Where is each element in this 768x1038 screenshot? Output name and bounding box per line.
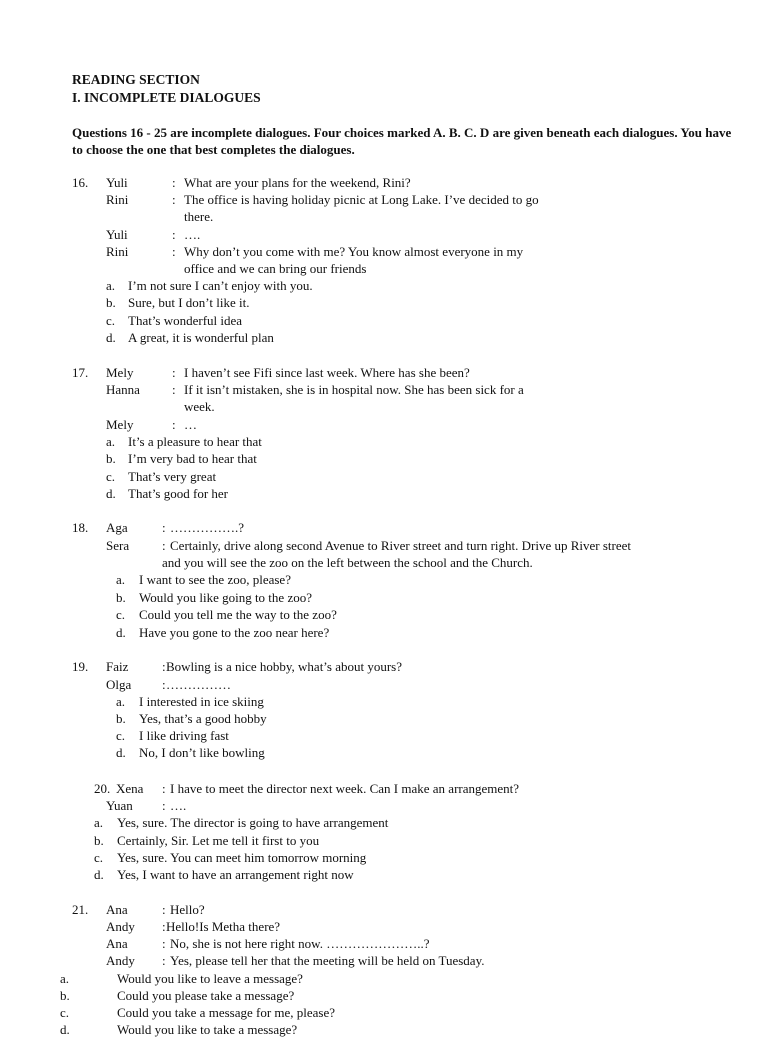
question-number: 21. xyxy=(72,902,89,917)
dialogue-text: Why don’t you come with me? You know almost everyone in my xyxy=(184,244,524,259)
colon: : xyxy=(172,192,176,207)
question-number: 17. xyxy=(72,365,89,380)
colon: : xyxy=(162,936,166,951)
dialogue-text: I haven’t see Fifi since last week. Where has she been? xyxy=(184,365,470,380)
colon: : xyxy=(172,175,176,190)
option-letter: c. xyxy=(116,607,126,622)
dialogue-text: …. xyxy=(170,798,187,813)
speaker: Rini xyxy=(106,192,129,207)
colon: : xyxy=(162,919,166,934)
question-number: 16. xyxy=(72,175,89,190)
option-text: Would you like to take a message? xyxy=(117,1022,298,1037)
option-letter: a. xyxy=(94,815,104,830)
dialogue-text: Hello? xyxy=(170,902,205,917)
option-text: Certainly, Sir. Let me tell it first to you xyxy=(117,833,320,848)
subsection-title: I. INCOMPLETE DIALOGUES xyxy=(72,90,261,105)
option-text: A great, it is wonderful plan xyxy=(128,330,274,345)
dialogue-text: Hello!Is Metha there? xyxy=(166,919,281,934)
speaker: Ana xyxy=(106,902,128,917)
option-letter: c. xyxy=(106,469,116,484)
option-text: That’s wonderful idea xyxy=(128,313,243,328)
option-letter: d. xyxy=(116,745,126,760)
colon: : xyxy=(162,677,166,692)
colon: : xyxy=(172,417,176,432)
option-text: Would you like going to the zoo? xyxy=(139,590,312,605)
colon: : xyxy=(162,953,166,968)
speaker: Andy xyxy=(106,953,135,968)
option-letter: d. xyxy=(60,1022,70,1037)
option-letter: b. xyxy=(106,295,116,310)
colon: : xyxy=(162,902,166,917)
colon: : xyxy=(162,520,166,535)
dialogue-text: …………… xyxy=(166,677,231,692)
option-letter: b. xyxy=(116,590,126,605)
speaker: Mely xyxy=(106,417,134,432)
instructions: Questions 16 - 25 are incomplete dialogues. Four choices marked A. B. C. D are given beneath each dialogues. You have to choose the one that best completes the dialogues. xyxy=(72,125,732,157)
option-letter: d. xyxy=(106,486,116,501)
dialogue-text: Bowling is a nice hobby, what’s about yours? xyxy=(166,659,403,674)
question-number: 18. xyxy=(72,520,89,535)
dialogue-text: The office is having holiday picnic at Long Lake. I’ve decided to go xyxy=(184,192,539,207)
colon: : xyxy=(172,365,176,380)
option-text: I like driving fast xyxy=(139,728,229,743)
option-text: No, I don’t like bowling xyxy=(139,745,265,760)
option-letter: b. xyxy=(60,988,70,1003)
speaker: Ana xyxy=(106,936,128,951)
option-text: That’s very great xyxy=(128,469,217,484)
question-number: 19. xyxy=(72,659,89,674)
dialogue-text: week. xyxy=(184,399,215,414)
option-text: Yes, sure. You can meet him tomorrow morning xyxy=(117,850,367,865)
speaker: Sera xyxy=(106,538,130,553)
question-number: 20. xyxy=(94,781,111,796)
dialogue-text: If it isn’t mistaken, she is in hospital now. She has been sick for a xyxy=(184,382,524,397)
option-letter: a. xyxy=(106,278,116,293)
option-letter: a. xyxy=(116,572,126,587)
option-letter: d. xyxy=(94,867,104,882)
dialogue-text: there. xyxy=(184,209,214,224)
dialogue-text: …. xyxy=(184,227,201,242)
option-letter: b. xyxy=(94,833,104,848)
speaker: Yuli xyxy=(106,227,128,242)
dialogue-text: No, she is not here right now. …………………..? xyxy=(170,936,430,951)
option-letter: a. xyxy=(60,971,70,986)
option-text: I’m not sure I can’t enjoy with you. xyxy=(128,278,313,293)
option-text: I want to see the zoo, please? xyxy=(139,572,291,587)
option-letter: b. xyxy=(116,711,126,726)
option-letter: c. xyxy=(60,1005,70,1020)
speaker: Xena xyxy=(116,781,144,796)
speaker: Rini xyxy=(106,244,129,259)
option-text: Yes, that’s a good hobby xyxy=(139,711,267,726)
colon: : xyxy=(162,798,166,813)
option-letter: d. xyxy=(106,330,116,345)
option-text: Could you tell me the way to the zoo? xyxy=(139,607,337,622)
dialogue-text: Certainly, drive along second Avenue to River street and turn right. Drive up River street xyxy=(170,538,632,553)
colon: : xyxy=(162,659,166,674)
dialogue-text: Yes, please tell her that the meeting will be held on Tuesday. xyxy=(170,953,485,968)
dialogue-text: … xyxy=(184,417,197,432)
speaker: Andy xyxy=(106,919,135,934)
option-letter: a. xyxy=(106,434,116,449)
speaker: Olga xyxy=(106,677,132,692)
section-title: READING SECTION xyxy=(72,72,200,87)
option-text: Could you take a message for me, please? xyxy=(117,1005,336,1020)
option-text: Have you gone to the zoo near here? xyxy=(139,625,330,640)
option-letter: c. xyxy=(116,728,126,743)
option-text: Yes, I want to have an arrangement right now xyxy=(117,867,354,882)
option-text: Could you please take a message? xyxy=(117,988,295,1003)
speaker: Faiz xyxy=(106,659,129,674)
option-letter: a. xyxy=(116,694,126,709)
speaker: Hanna xyxy=(106,382,140,397)
dialogue-text: office and we can bring our friends xyxy=(184,261,367,276)
option-text: It’s a pleasure to hear that xyxy=(128,434,262,449)
colon: : xyxy=(172,382,176,397)
option-text: Yes, sure. The director is going to have arrangement xyxy=(117,815,389,830)
option-letter: c. xyxy=(106,313,116,328)
colon: : xyxy=(162,538,166,553)
speaker: Aga xyxy=(106,520,128,535)
option-text: I interested in ice skiing xyxy=(139,694,264,709)
option-text: Sure, but I don’t like it. xyxy=(128,295,250,310)
speaker: Yuan xyxy=(106,798,133,813)
speaker: Mely xyxy=(106,365,134,380)
option-text: Would you like to leave a message? xyxy=(117,971,303,986)
colon: : xyxy=(172,227,176,242)
dialogue-text: and you will see the zoo on the left between the school and the Church. xyxy=(162,555,533,570)
colon: : xyxy=(172,244,176,259)
dialogue-text: …………….? xyxy=(170,520,245,535)
option-text: That’s good for her xyxy=(128,486,229,501)
option-letter: c. xyxy=(94,850,104,865)
dialogue-text: What are your plans for the weekend, Rini? xyxy=(184,175,411,190)
colon: : xyxy=(162,781,166,796)
option-letter: b. xyxy=(106,451,116,466)
option-text: I’m very bad to hear that xyxy=(128,451,257,466)
speaker: Yuli xyxy=(106,175,128,190)
dialogue-text: I have to meet the director next week. Can I make an arrangement? xyxy=(170,781,520,796)
option-letter: d. xyxy=(116,625,126,640)
